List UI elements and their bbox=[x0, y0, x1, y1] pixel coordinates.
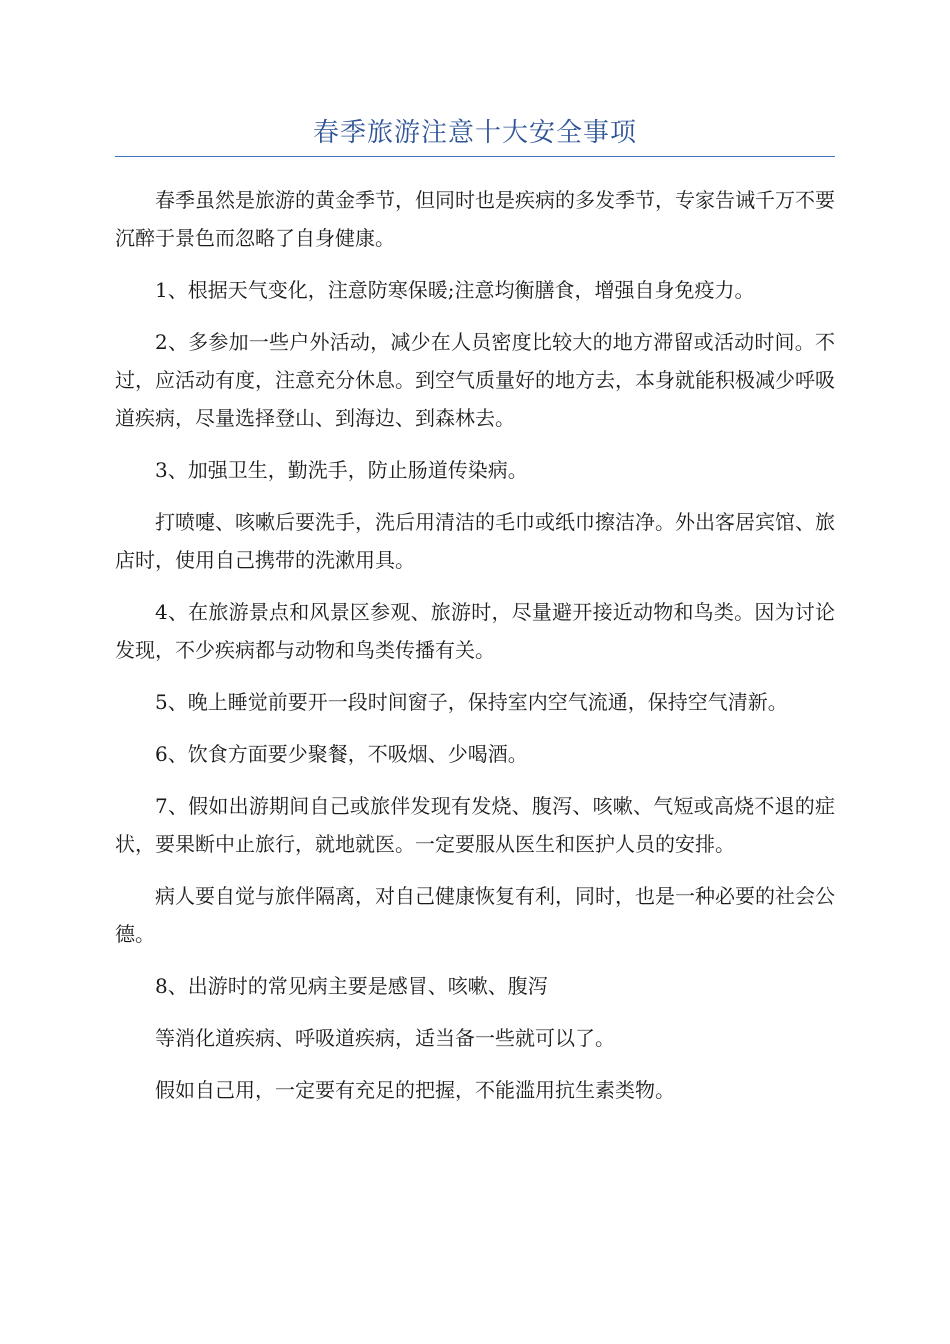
paragraph-item-5: 5、晚上睡觉前要开一段时间窗子，保持室内空气流通，保持空气清新。 bbox=[155, 690, 788, 714]
paragraph-intro: 春季虽然是旅游的黄金季节，但同时也是疾病的多发季节，专家告诫千万不要沉醉于景色而忽略了自身健康。 bbox=[115, 188, 835, 250]
paragraph-item-7-detail: 病人要自觉与旅伴隔离，对自己健康恢复有利，同时，也是一种必要的社会公德。 bbox=[115, 884, 835, 946]
paragraph-item-3: 3、加强卫生，勤洗手，防止肠道传染病。 bbox=[155, 458, 528, 482]
paragraph-item-7: 7、假如出游期间自己或旅伴发现有发烧、腹泻、咳嗽、气短或高烧不退的症状，要果断中止旅行，就地就医。一定要服从医生和医护人员的安排。 bbox=[115, 794, 835, 856]
document-page bbox=[115, 110, 835, 1123]
paragraph-item-6: 6、饮食方面要少聚餐，不吸烟、少喝酒。 bbox=[155, 742, 528, 766]
paragraph-item-3-detail: 打喷嚏、咳嗽后要洗手，洗后用清洁的毛巾或纸巾擦洁净。外出客居宾馆、旅店时，使用自己携带的洗漱用具。 bbox=[115, 510, 835, 572]
paragraph-item-2: 2、多参加一些户外活动，减少在人员密度比较大的地方滞留或活动时间。不过，应活动有度，注意充分休息。到空气质量好的地方去，本身就能积极减少呼吸道疾病，尽量选择登山、到海边、到森林去。 bbox=[115, 330, 835, 430]
paragraph-item-8-continued: 等消化道疾病、呼吸道疾病，适当备一些就可以了。 bbox=[155, 1026, 615, 1050]
paragraph-item-8: 8、出游时的常见病主要是感冒、咳嗽、腹泻 bbox=[155, 974, 548, 998]
title-underline bbox=[115, 156, 835, 157]
document-title: 春季旅游注意十大安全事项 bbox=[312, 118, 637, 148]
paragraph-item-1: 1、根据天气变化，注意防寒保暖;注意均衡膳食，增强自身免疫力。 bbox=[155, 278, 755, 302]
paragraph-item-8-detail: 假如自己用，一定要有充足的把握，不能滥用抗生素类物。 bbox=[155, 1078, 675, 1102]
paragraph-item-4: 4、在旅游景点和风景区参观、旅游时，尽量避开接近动物和鸟类。因为讨论发现，不少疾病都与动物和鸟类传播有关。 bbox=[115, 600, 835, 662]
